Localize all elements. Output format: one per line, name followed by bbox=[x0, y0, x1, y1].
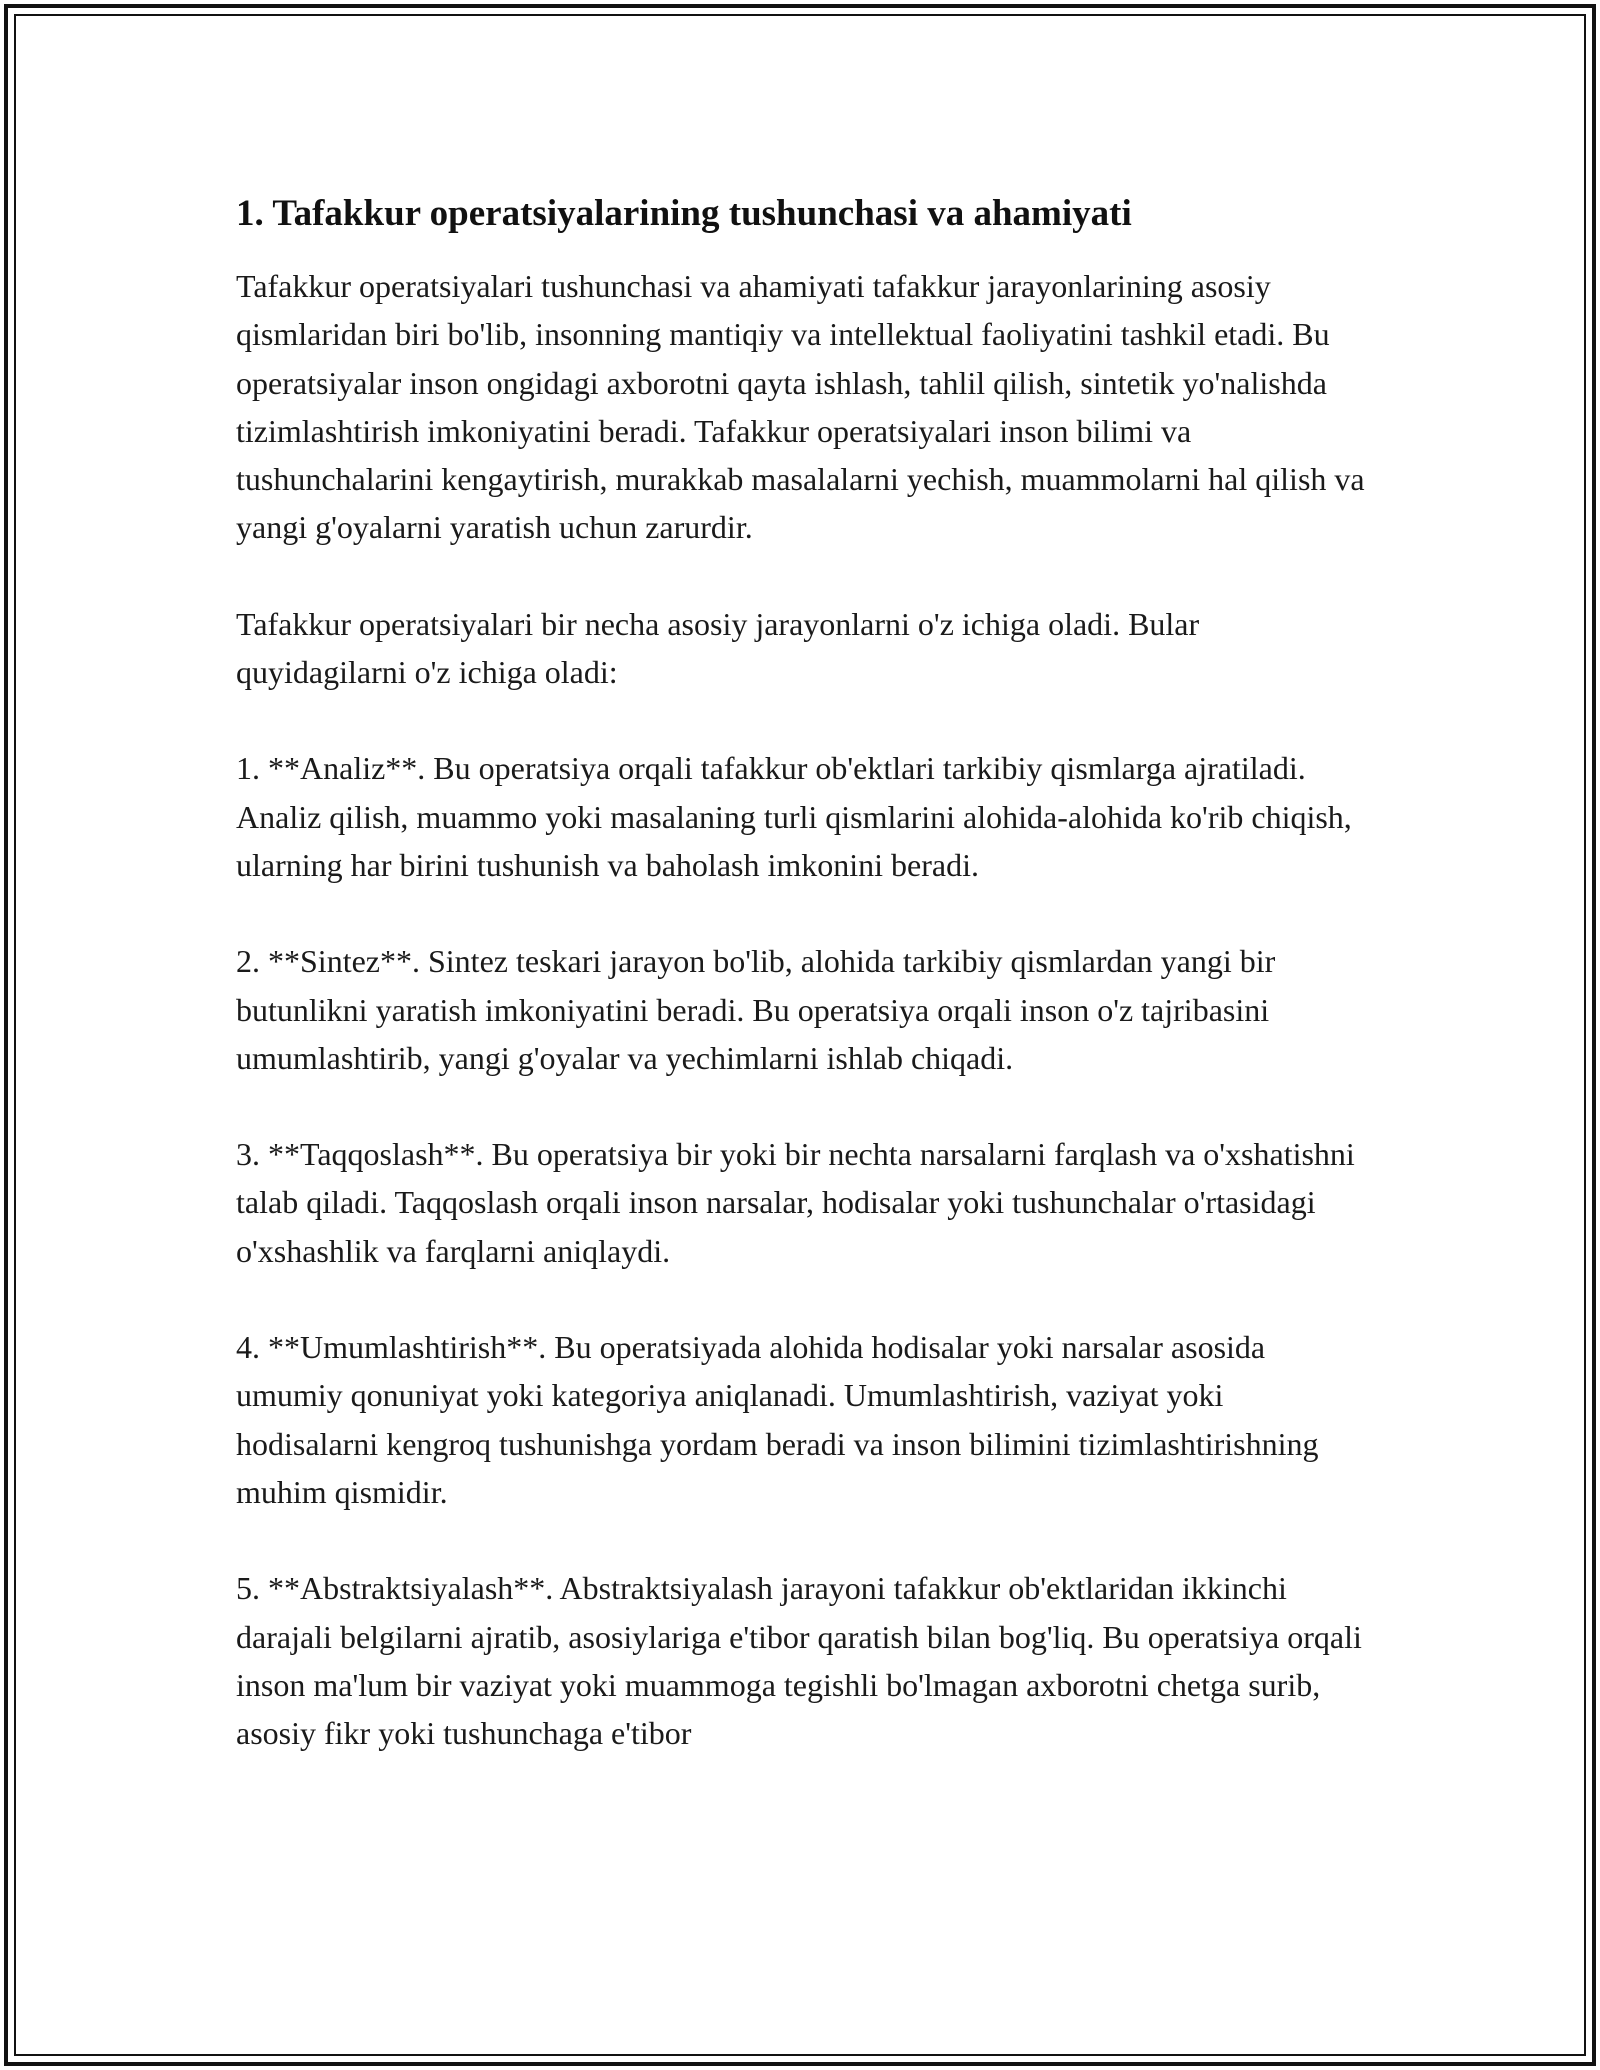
list-item-analiz: 1. **Analiz**. Bu operatsiya orqali tafakkur ob'ektlari tarkibiy qismlarga ajratiladi. Analiz qilish, muammo yoki masalaning turli qismlarini alohida-alohida ko'rib chiqish, ularning har birini tushunish va baholash imkonini beradi. bbox=[236, 750, 1352, 883]
list-item-umumlashtirish: 4. **Umumlashtirish**. Bu operatsiyada alohida hodisalar yoki narsalar asosida umumiy qonuniyat yoki kategoriya aniqlanadi. Umumlashtirish, vaziyat yoki hodisalarni kengroq tushunishga yordam beradi va inson bilimini tizimlashtirishning muhim qismidir. bbox=[236, 1329, 1319, 1510]
list-item-sintez: 2. **Sintez**. Sintez teskari jarayon bo'lib, alohida tarkibiy qismlardan yangi bir butunlikni yaratish imkoniyatini beradi. Bu operatsiya orqali inson o'z tajribasini umumlashtirib, yangi g'oyalar va yechimlarni ishlab chiqadi. bbox=[236, 943, 1276, 1076]
list-item-abstraktsiyalash: 5. **Abstraktsiyalash**. Abstraktsiyalash jarayoni tafakkur ob'ektlaridan ikkinchi darajali belgilarni ajratib, asosiylariga e'tibor qaratish bilan bog'liq. Bu operatsiya orqali inson ma'lum bir vaziyat yoki muammoga tegishli bo'lmagan axborotni chetga surib, asosiy fikr yoki tushunchaga e'tibor bbox=[236, 1570, 1362, 1752]
document-body bbox=[236, 186, 1366, 1757]
paragraph-intro: Tafakkur operatsiyalari tushunchasi va ahamiyati tafakkur jarayonlarining asosiy qismlaridan biri bo'lib, insonning mantiqiy va intellektual faoliyatini tashkil etadi. Bu operatsiyalar inson ongidagi axborotni qayta ishlash, tahlil qilish, sintetik yo'nalishda tizimlashtirish imkoniyatini beradi. Tafakkur operatsiyalari inson bilimi va tushunchalarini kengaytirish, murakkab masalalarni yechish, muammolarni hal qilish va yangi g'oyalarni yaratish uchun zarurdir. bbox=[236, 268, 1365, 546]
list-item-taqqoslash: 3. **Taqqoslash**. Bu operatsiya bir yoki bir nechta narsalarni farqlash va o'xshatishni talab qiladi. Taqqoslash orqali inson narsalar, hodisalar yoki tushunchalar o'rtasidagi o'xshashlik va farqlarni aniqlaydi. bbox=[236, 1136, 1355, 1269]
paragraph-overview: Tafakkur operatsiyalari bir necha asosiy jarayonlarni o'z ichiga oladi. Bular quyidagilarni o'z ichiga oladi: bbox=[236, 605, 1200, 691]
document-title: 1. Tafakkur operatsiyalarining tushunchasi va ahamiyati bbox=[236, 193, 1132, 234]
